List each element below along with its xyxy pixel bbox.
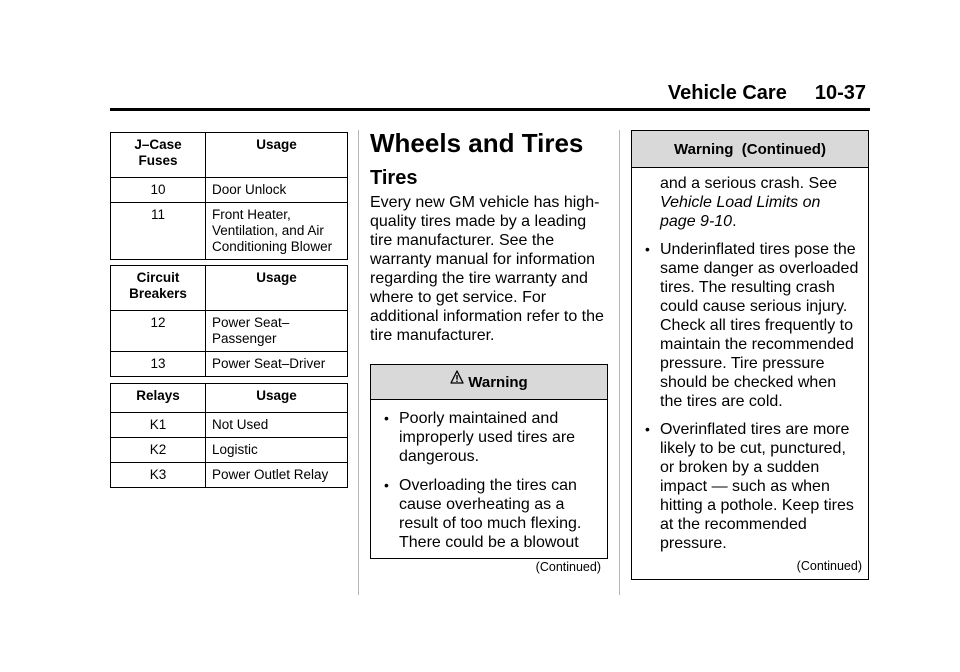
warning-lead: and a serious crash. See Vehicle Load Limits on page 9-10. xyxy=(660,175,837,230)
warning-continued-box xyxy=(631,130,869,580)
jcase-fuses-table xyxy=(110,132,348,260)
table-header: Relays xyxy=(111,384,206,413)
table-cell: K2 xyxy=(111,438,206,463)
table-cell: Not Used xyxy=(206,413,348,438)
header-rule xyxy=(110,108,870,111)
bullet-icon: • xyxy=(645,421,650,437)
body-paragraph: Every new GM vehicle has high-quality tires made by a leading tire manufacturer. See the warranty manual for information regarding the tire warranty and where to get service. For additional information refer to the tire manufacturer. xyxy=(370,194,604,344)
table-cell: Logistic xyxy=(206,438,348,463)
warning-header xyxy=(371,365,607,400)
table-cell: 12 xyxy=(111,311,206,352)
table-cell: Power Outlet Relay xyxy=(206,463,348,488)
cross-reference-link[interactable]: Vehicle Load Limits on page 9-10 xyxy=(660,194,821,230)
table-cell: Power Seat–Passenger xyxy=(206,311,348,352)
bullet-icon: • xyxy=(384,477,389,493)
table-cell: 11 xyxy=(111,203,206,260)
table-cell: K1 xyxy=(111,413,206,438)
relays-table xyxy=(110,383,348,488)
page-header xyxy=(668,82,866,105)
table-row xyxy=(111,311,348,352)
table-header: J–Case Fuses xyxy=(111,133,206,178)
continued-label: (Continued) xyxy=(535,560,601,574)
table-cell: Door Unlock xyxy=(206,178,348,203)
column-divider xyxy=(358,130,359,595)
page-number: 10-37 xyxy=(814,82,866,104)
subsection-heading: Tires xyxy=(370,167,418,189)
warning-box xyxy=(370,364,608,574)
warning-title: Warning (Continued) xyxy=(674,140,826,158)
warning-title: Warning xyxy=(468,373,528,391)
table-header: Circuit Breakers xyxy=(111,266,206,311)
table-row xyxy=(111,413,348,438)
table-header: Usage xyxy=(256,388,297,403)
list-item: • Overloading the tires can cause overheating as a result of too much flexing. There could be a blowout xyxy=(384,477,582,551)
section-heading: Wheels and Tires xyxy=(370,128,584,158)
section-title: Vehicle Care xyxy=(667,82,787,104)
list-item: • Overinflated tires are more likely to be cut, punctured, or broken by a sudden impact — such as when hitting a pothole. Keep tires at the recommended pressure. xyxy=(645,421,854,552)
list-item: • Underinflated tires pose the same danger as overloaded tires. The resulting crash could cause serious injury. Check all tires frequently to maintain the recommended pressure. Tire pressure should be checked when the tires are cold. xyxy=(645,241,859,410)
table-cell: 10 xyxy=(111,178,206,203)
table-row xyxy=(111,352,348,377)
table-row xyxy=(111,438,348,463)
circuit-breakers-table xyxy=(110,265,348,377)
table-cell: K3 xyxy=(111,463,206,488)
table-header: Usage xyxy=(256,137,297,152)
table-cell: 13 xyxy=(111,352,206,377)
column-divider xyxy=(619,130,620,595)
continued-label: (Continued) xyxy=(796,559,862,573)
table-cell: Power Seat–Driver xyxy=(206,352,348,377)
table-row xyxy=(111,203,348,260)
warning-header xyxy=(632,131,868,168)
list-item: • Poorly maintained and improperly used tires are dangerous. xyxy=(384,410,576,465)
table-row xyxy=(111,178,348,203)
bullet-icon: • xyxy=(645,241,650,257)
warning-triangle-icon xyxy=(450,370,464,390)
table-cell: Front Heater, Ventilation, and Air Conditioning Blower xyxy=(206,203,348,260)
table-row xyxy=(111,463,348,488)
bullet-icon: • xyxy=(384,410,389,426)
table-header: Usage xyxy=(256,270,297,285)
